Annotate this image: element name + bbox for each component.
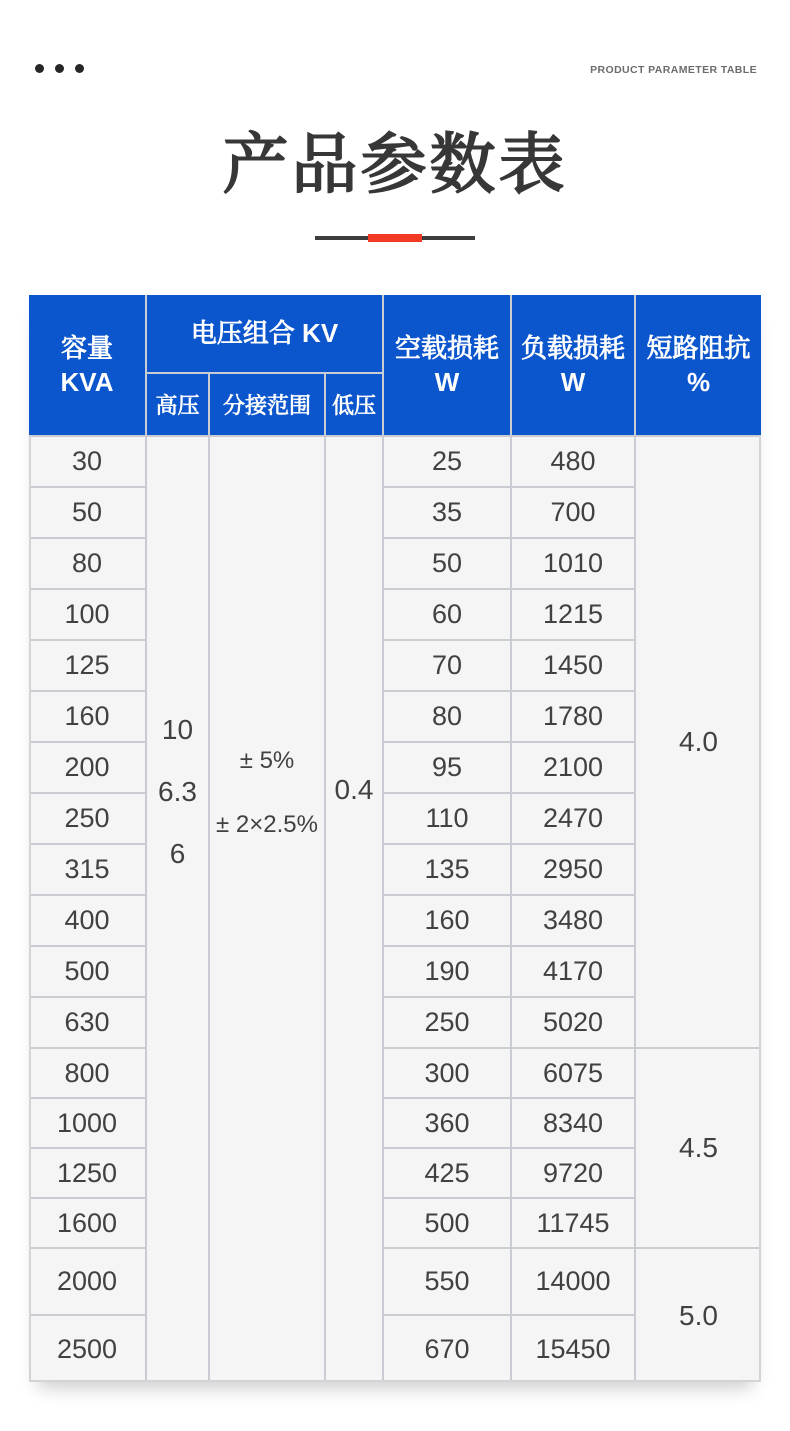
cell-capacity: 500 [29, 946, 146, 997]
cell-no-load-loss: 95 [383, 742, 511, 793]
cell-no-load-loss: 670 [383, 1315, 511, 1382]
cell-load-loss: 1450 [511, 640, 635, 691]
cell-no-load-loss: 35 [383, 487, 511, 538]
header-capacity [29, 295, 146, 436]
header-low-voltage: 低压 [325, 373, 383, 436]
cell-load-loss: 2950 [511, 844, 635, 895]
header-impedance-line1: 短路阻抗 [646, 332, 751, 363]
page-subtitle-en: PRODUCT PARAMETER TABLE [590, 64, 757, 76]
cell-no-load-loss: 60 [383, 589, 511, 640]
header-load-loss [511, 295, 635, 436]
cell-load-loss: 4170 [511, 946, 635, 997]
cell-impedance-group: 5.0 [635, 1248, 761, 1382]
table-row [29, 1048, 761, 1098]
high-voltage-value: 10 [161, 713, 194, 745]
cell-tap-range-values [209, 436, 325, 1382]
cell-capacity: 400 [29, 895, 146, 946]
cell-capacity: 200 [29, 742, 146, 793]
header-no-load-loss-line2: W [434, 367, 460, 397]
cell-capacity: 630 [29, 997, 146, 1048]
low-voltage-value: 0.4 [334, 773, 374, 805]
cell-low-voltage-value [325, 436, 383, 1382]
page-title: 产品参数表 [222, 127, 568, 201]
cell-no-load-loss: 250 [383, 997, 511, 1048]
cell-no-load-loss: 425 [383, 1148, 511, 1198]
cell-load-loss: 6075 [511, 1048, 635, 1098]
cell-no-load-loss: 70 [383, 640, 511, 691]
cell-capacity: 800 [29, 1048, 146, 1098]
header-load-loss-line2: W [560, 367, 586, 397]
cell-capacity: 50 [29, 487, 146, 538]
header-no-load-loss [383, 295, 511, 436]
cell-load-loss: 2100 [511, 742, 635, 793]
cell-capacity: 1250 [29, 1148, 146, 1198]
tap-range-value: ± 2×2.5% [216, 811, 318, 838]
cell-no-load-loss: 25 [383, 436, 511, 487]
cell-load-loss: 14000 [511, 1248, 635, 1315]
cell-no-load-loss: 160 [383, 895, 511, 946]
cell-load-loss: 3480 [511, 895, 635, 946]
cell-capacity: 1600 [29, 1198, 146, 1248]
cell-load-loss: 2470 [511, 793, 635, 844]
dot [35, 64, 44, 73]
cell-impedance-group: 4.0 [635, 436, 761, 1048]
header-row-1 [29, 295, 761, 373]
cell-capacity: 1000 [29, 1098, 146, 1148]
cell-no-load-loss: 550 [383, 1248, 511, 1315]
cell-no-load-loss: 110 [383, 793, 511, 844]
cell-no-load-loss: 135 [383, 844, 511, 895]
title-divider [315, 234, 475, 243]
header-impedance [635, 295, 761, 436]
cell-load-loss: 9720 [511, 1148, 635, 1198]
cell-no-load-loss: 360 [383, 1098, 511, 1148]
cell-capacity: 2500 [29, 1315, 146, 1382]
divider-accent [368, 234, 422, 242]
table-row [29, 436, 761, 487]
dot [55, 64, 64, 73]
cell-capacity: 160 [29, 691, 146, 742]
cell-capacity: 30 [29, 436, 146, 487]
cell-load-loss: 1010 [511, 538, 635, 589]
table-row [29, 1248, 761, 1315]
cell-capacity: 100 [29, 589, 146, 640]
cell-load-loss: 11745 [511, 1198, 635, 1248]
cell-load-loss: 15450 [511, 1315, 635, 1382]
cell-capacity: 315 [29, 844, 146, 895]
cell-load-loss: 5020 [511, 997, 635, 1048]
cell-no-load-loss: 300 [383, 1048, 511, 1098]
header-impedance-line2: % [686, 367, 711, 397]
header-load-loss-line1: 负载损耗 [520, 332, 625, 363]
cell-load-loss: 1215 [511, 589, 635, 640]
parameter-table [29, 295, 761, 1382]
header-voltage-group: 电压组合 KV [146, 295, 383, 373]
cell-no-load-loss: 80 [383, 691, 511, 742]
cell-impedance-group: 4.5 [635, 1048, 761, 1248]
header-high-voltage: 高压 [146, 373, 209, 436]
dot [75, 64, 84, 73]
header-capacity-line1: 容量 [60, 332, 113, 363]
header-capacity-line2: KVA [60, 367, 114, 397]
cell-capacity: 80 [29, 538, 146, 589]
cell-no-load-loss: 190 [383, 946, 511, 997]
cell-load-loss: 480 [511, 436, 635, 487]
cell-high-voltage-values [146, 436, 209, 1382]
cell-load-loss: 700 [511, 487, 635, 538]
high-voltage-value: 6.3 [158, 775, 197, 807]
cell-capacity: 125 [29, 640, 146, 691]
high-voltage-value: 6 [169, 837, 186, 869]
cell-no-load-loss: 500 [383, 1198, 511, 1248]
cell-capacity: 250 [29, 793, 146, 844]
header-tap-range: 分接范围 [209, 373, 325, 436]
cell-capacity: 2000 [29, 1248, 146, 1315]
header-no-load-loss-line1: 空载损耗 [394, 332, 499, 363]
cell-load-loss: 1780 [511, 691, 635, 742]
dots-icon [35, 64, 84, 73]
cell-load-loss: 8340 [511, 1098, 635, 1148]
cell-no-load-loss: 50 [383, 538, 511, 589]
product-parameter-table [29, 295, 761, 1382]
tap-range-value: ± 5% [239, 747, 295, 774]
